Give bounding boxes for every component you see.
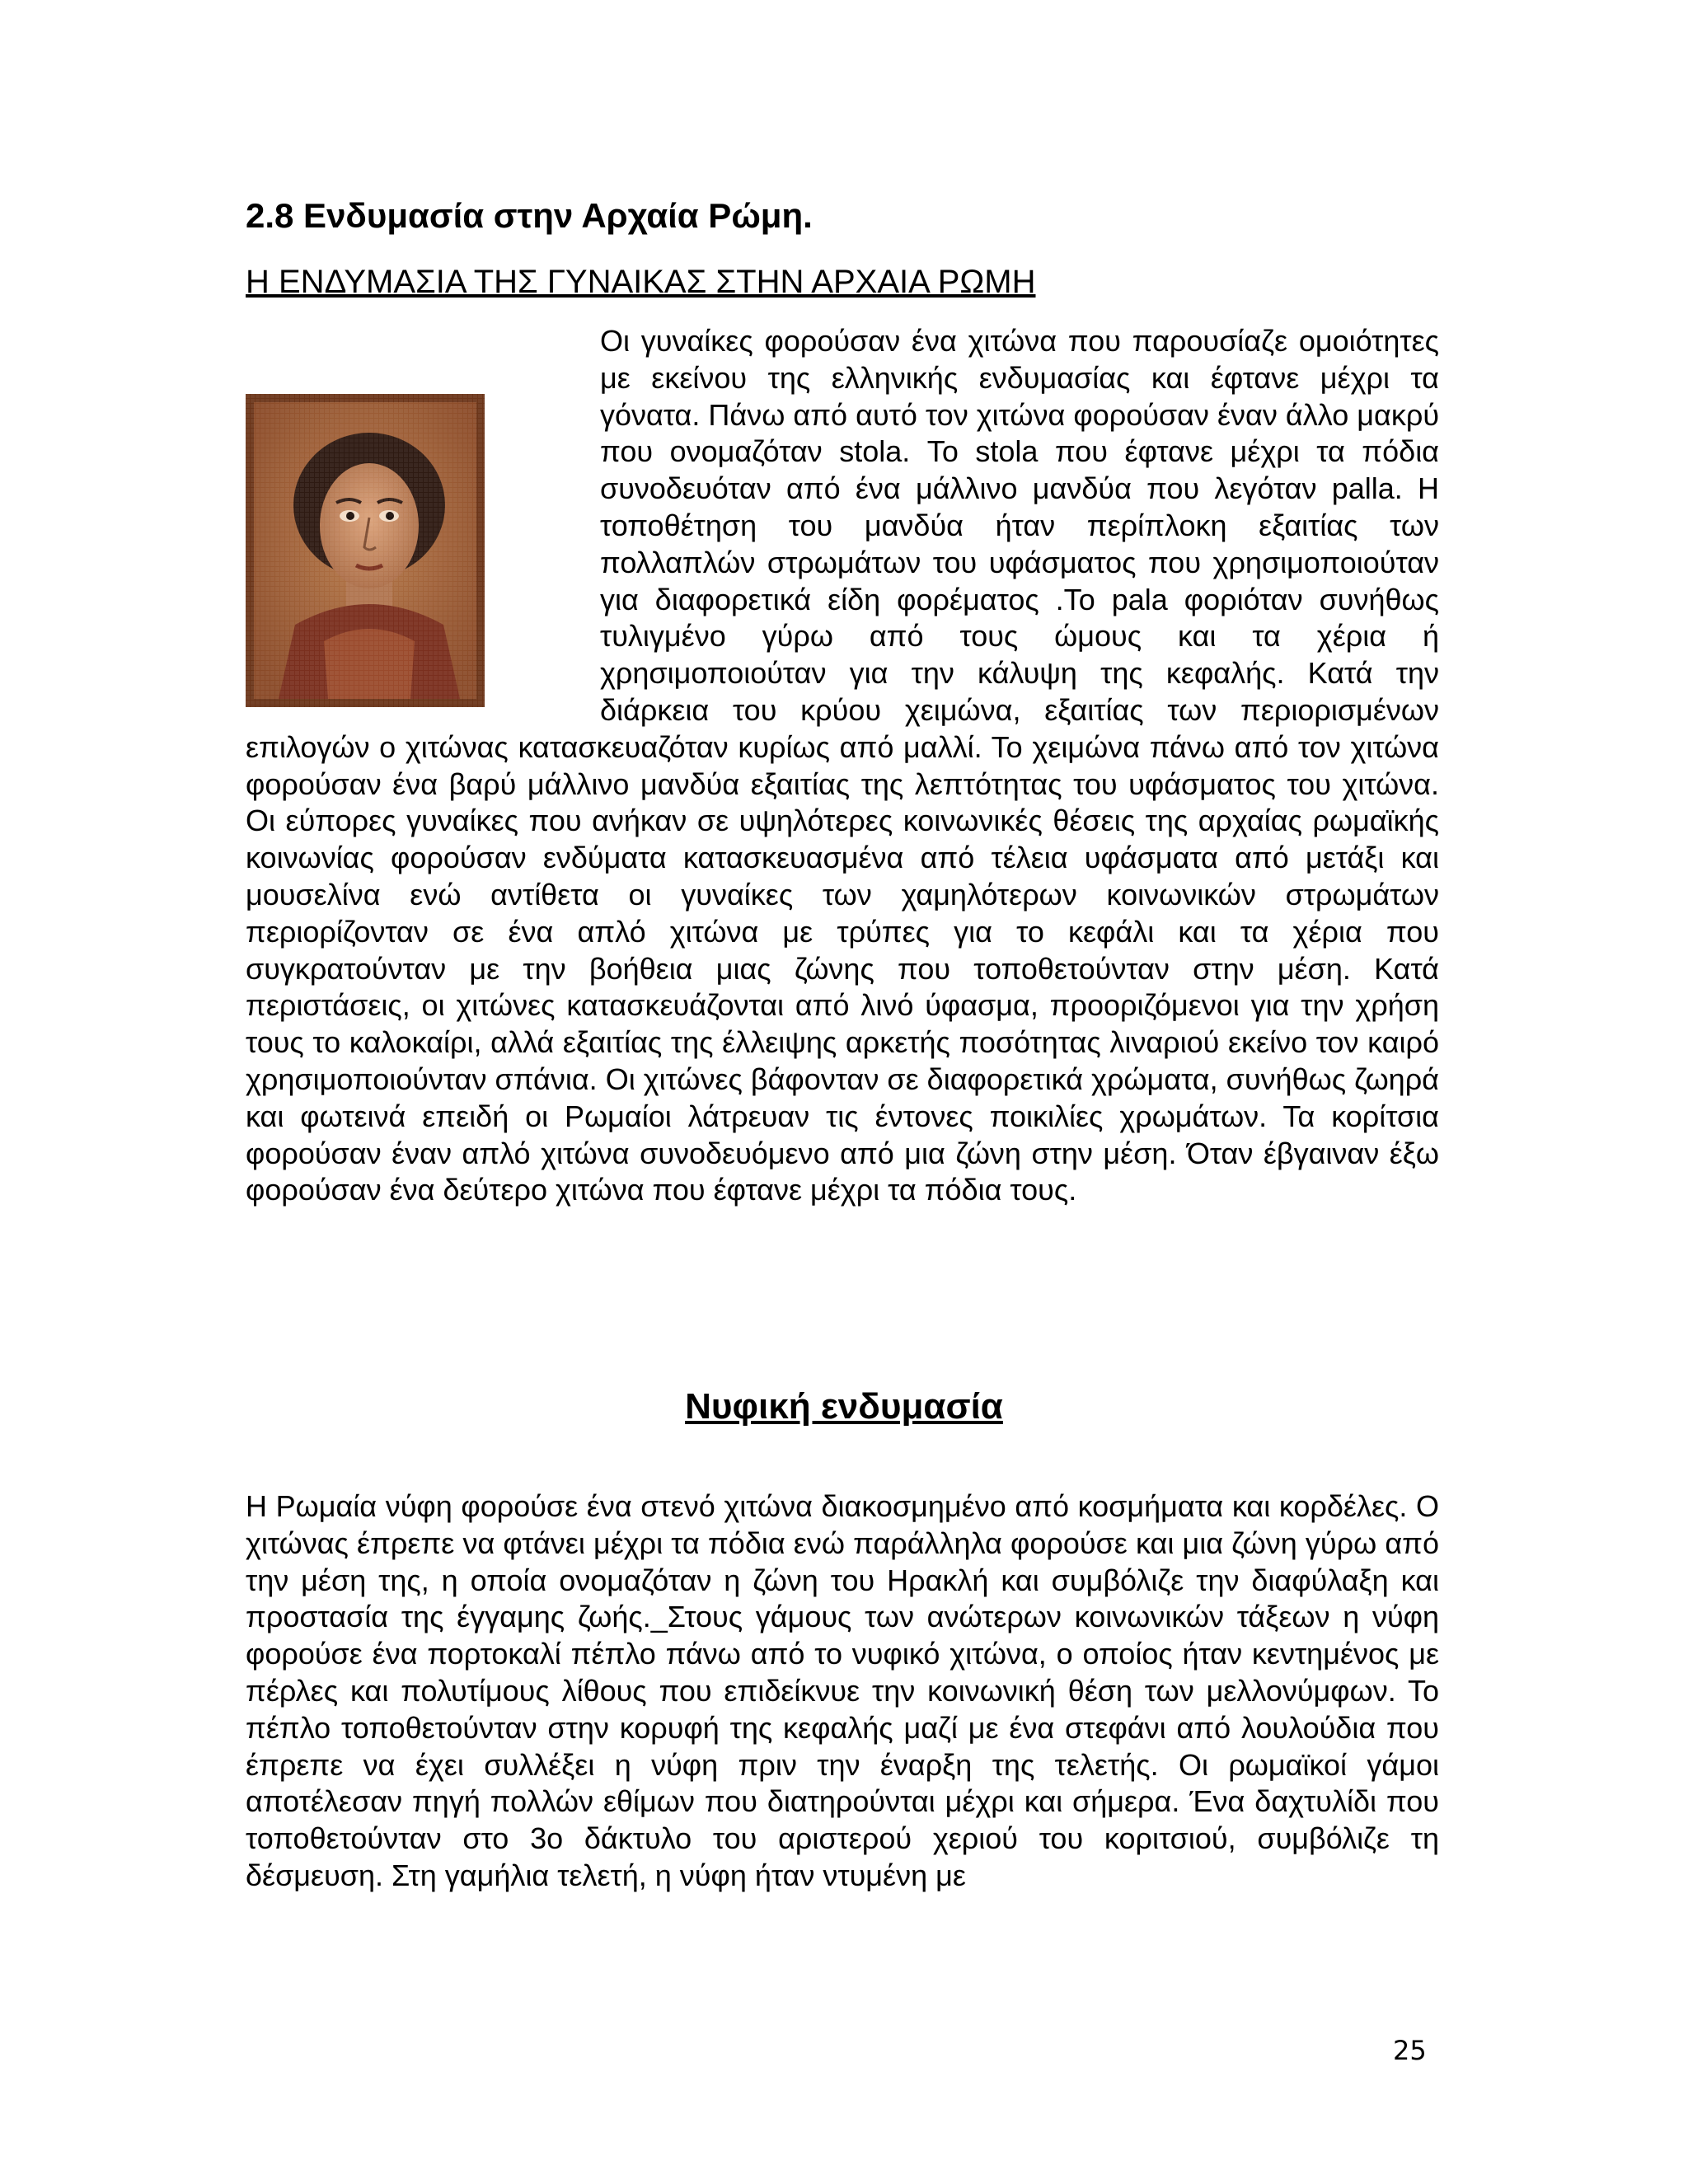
portrait-figure [246, 323, 600, 710]
paragraph-lead-text: Οι γυναίκες φορούσαν [600, 324, 901, 358]
paragraph-women-clothing [246, 323, 1439, 1345]
paragraph-wedding-dress: Η Ρωμαία νύφη φορούσε ένα στενό χιτώνα διακοσμημένο από κοσμήματα και κορδέλες. Ο χιτώνας έπρεπε να φτάνει μέχρι τα πόδια ενώ παράλληλα φορούσε και μια ζώνη γύρω από την μέση της, η οποία ονομαζόταν η ζώνη του Ηρακλή και συμβόλιζε την διαφύλαξη και προστασία της έγγαμης ζωής._Στους γάμους των ανώτερων κοινωνικών τάξεων η νύφη φορούσε ένα πορτοκαλί πέπλο πάνω από το νυφικό χιτώνα, ο οποίος ήταν κεντημένος με πέρλες και πολυτίμους λίθους που επιδείκνυε την κοινωνική θέση των μελλονύμφων. Το πέπλο τοποθετούνταν στην κορυφή της κεφαλής μαζί με ένα στεφάνι από λουλούδια που έπρεπε να έχει συλλέξει η νύφη πριν την έναρξη της τελετής. Οι ρωμαϊκοί γάμοι αποτέλεσαν πηγή πολλών εθίμων που διατηρούνται μέχρι και σήμερα. Ένα δαχτυλίδι που τοποθετούνταν στο 3ο δάκτυλο του αριστερού χεριού του κοριτσιού, συμβόλιζε τη δέσμευση. Στη γαμήλια τελετή, η νύφη ήταν ντυμένη με [246, 1489, 1439, 1892]
page-number: 25 [1393, 2035, 1427, 2066]
paragraph-body-text: ένα χιτώνα που παρουσίαζε ομοιότητες με εκείνου της ελληνικής ενδυμασίας και έφτανε μέχρι τα γόνατα. Πάνω από αυτό τον χιτώνα φορούσαν έναν άλλο μακρύ που ονομαζόταν stola. Το stola που έφτανε μέχρι τα πόδια συνοδευόταν από ένα μάλλινο μανδύα που λεγόταν palla. Η τοποθέτηση του μανδύα ήταν περίπλοκη εξαιτίας των πολλαπλών στρωμάτων του υφάσματος που χρησιμοποιούταν για διαφορετικά είδη φορέματος .Το pala φοριόταν συνήθως τυλιγμένο γύρω από τους ώμους και τα χέρια ή χρησιμοποιούταν για την κάλυψη της κεφαλής. Κατά την διάρκεια του κρύου χειμώνα, εξαιτίας των περιορισμένων επιλογών ο χιτώνας κατασκευαζόταν κυρίως από μαλλί. Το χειμώνα πάνω από τον χιτώνα φορούσαν ένα βαρύ μάλλινο μανδύα εξαιτίας της λεπτότητας του υφάσματος του χιτώνα. Οι εύπορες γυναίκες που ανήκαν σε υψηλότερες κοινωνικές θέσεις της αρχαίας ρωμαϊκής κοινωνίας φορούσαν ενδύματα κατασκευασμένα από τέλεια υφάσματα από μετάξι και μουσελίνα ενώ αντίθετα οι γυναίκες των χαμηλότερων κοινωνικών στρωμάτων περιορίζονταν σε ένα απλό χιτώνα με τρύπες για το κεφάλι και τα χέρια που συγκρατούνταν με την βοήθεια μιας ζώνης που τοποθετούνταν στην μέση. Κατά περιστάσεις, οι χιτώνες κατασκευάζονται από λινό ύφασμα, προοριζόμενοι για την χρήση τους το καλοκαίρι, αλλά εξαιτίας της έλλειψης αρκετής ποσότητας λιναριού εκείνο τον καιρό χρησιμοποιούνταν σπάνια. Οι χιτώνες βάφονταν σε διαφορετικά χρώματα, συνήθως ζωηρά και φωτεινά επειδή οι Ρωμαίοι λάτρευαν τις έντονες ποικιλίες χρωμάτων. Τα κορίτσια φορούσαν έναν απλό χιτώνα συνοδευόμενο από μια ζώνη στην μέση. Όταν έβγαιναν έξω φορούσαν ένα δεύτερο χιτώνα που έφτανε μέχρι τα πόδια τους. [246, 324, 1439, 1207]
mosaic-portrait-image [246, 394, 485, 707]
subheading: Η ΕΝΔΥΜΑΣΙΑ ΤΗΣ ΓΥΝΑΙΚΑΣ ΣΤΗΝ ΑΡΧΑΙΑ ΡΩΜΗ [246, 264, 1036, 300]
wedding-heading: Νυφική ενδυμασία [685, 1386, 1003, 1427]
section-heading: 2.8 Ενδυμασία στην Αρχαία Ρώμη. [246, 196, 813, 235]
